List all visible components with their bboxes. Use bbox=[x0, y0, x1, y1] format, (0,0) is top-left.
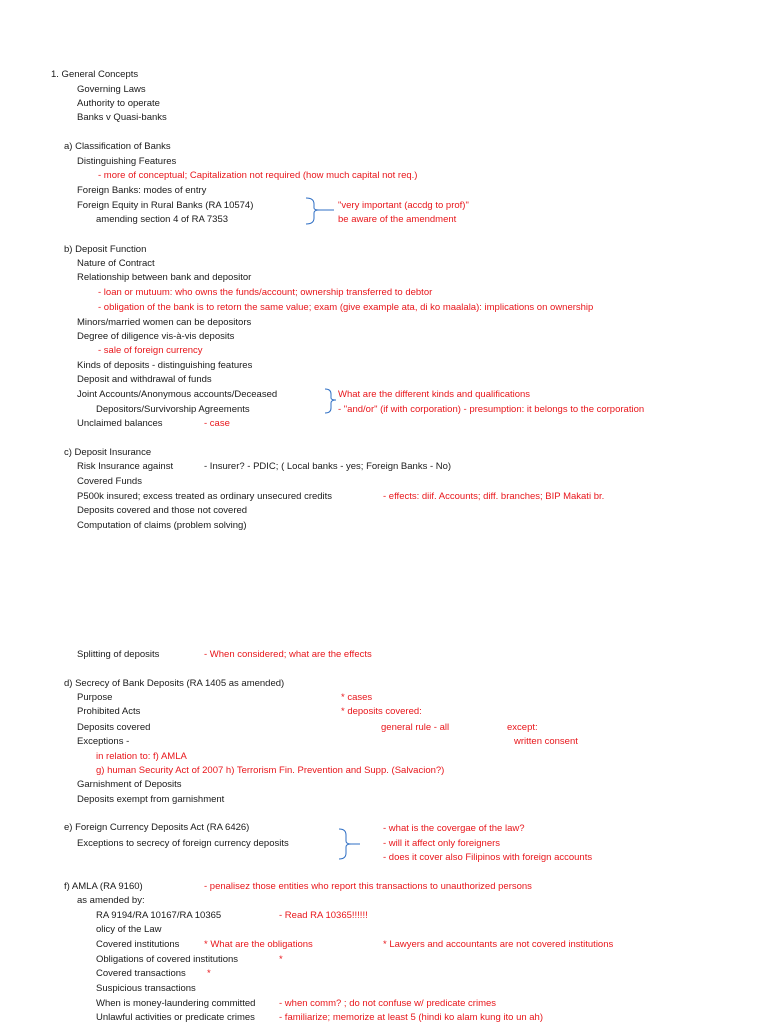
outline-item: Relationship between bank and depositor bbox=[77, 272, 252, 283]
outline-item: Joint Accounts/Anonymous accounts/Deceased bbox=[77, 389, 278, 400]
outline-item: Nature of Contract bbox=[77, 258, 155, 269]
handwritten-note: * cases bbox=[341, 692, 373, 703]
outline-item: Depositors/Survivorship Agreements bbox=[96, 404, 250, 415]
outline-item: Deposits exempt from garnishment bbox=[77, 794, 225, 805]
handwritten-note: - penalisez those entities who report this transactions to unauthorized persons bbox=[204, 881, 532, 892]
outline-item: Splitting of deposits bbox=[77, 649, 160, 660]
outline-item: as amended by: bbox=[77, 895, 145, 906]
handwritten-note: be aware of the amendment bbox=[338, 214, 457, 225]
handwritten-note: written consent bbox=[514, 736, 578, 747]
outline-item: Kinds of deposits - distinguishing features bbox=[77, 360, 253, 371]
section-heading-fcda: e) Foreign Currency Deposits Act (RA 6426) bbox=[64, 822, 250, 833]
brace-icon bbox=[303, 197, 339, 225]
outline-item: Foreign Banks: modes of entry bbox=[77, 185, 207, 196]
outline-item: Deposit and withdrawal of funds bbox=[77, 374, 212, 385]
outline-item: Suspicious transactions bbox=[96, 983, 196, 994]
handwritten-note: * deposits covered: bbox=[341, 706, 422, 717]
outline-item: Covered institutions bbox=[96, 939, 180, 950]
handwritten-note: - sale of foreign currency bbox=[98, 345, 203, 356]
outline-item: olicy of the Law bbox=[96, 924, 162, 935]
outline-item: Deposits covered bbox=[77, 722, 151, 733]
outline-item: Minors/married women can be depositors bbox=[77, 317, 252, 328]
section-heading-deposit-insurance: c) Deposit Insurance bbox=[64, 447, 152, 458]
outline-item: Computation of claims (problem solving) bbox=[77, 520, 247, 531]
handwritten-note: - will it affect only foreigners bbox=[383, 838, 501, 849]
brace-icon bbox=[336, 828, 364, 860]
outline-item: RA 9194/RA 10167/RA 10365 bbox=[96, 910, 222, 921]
outline-item: Governing Laws bbox=[77, 84, 146, 95]
outline-item: Unclaimed balances bbox=[77, 418, 163, 429]
outline-item: Foreign Equity in Rural Banks (RA 10574) bbox=[77, 200, 254, 211]
handwritten-note: * bbox=[207, 968, 211, 979]
outline-item: Obligations of covered institutions bbox=[96, 954, 239, 965]
handwritten-note: general rule - all bbox=[381, 722, 450, 733]
handwritten-note: - when comm? ; do not confuse w/ predicate crimes bbox=[279, 998, 497, 1009]
handwritten-note: except: bbox=[507, 722, 538, 733]
outline-item: Exceptions to secrecy of foreign currency deposits bbox=[77, 838, 289, 849]
outline-item: Covered transactions bbox=[96, 968, 186, 979]
outline-item: Exceptions - bbox=[77, 736, 130, 747]
outline-item: Risk Insurance against bbox=[77, 461, 174, 472]
handwritten-note: * Lawyers and accountants are not covered institutions bbox=[383, 939, 614, 950]
handwritten-note: in relation to: f) AMLA bbox=[96, 751, 187, 762]
handwritten-note: - loan or mutuum: who owns the funds/account; ownership transferred to debtor bbox=[98, 287, 433, 298]
outline-item: Degree of diligence vis-à-vis deposits bbox=[77, 331, 235, 342]
handwritten-note: g) human Security Act of 2007 h) Terrorism Fin. Prevention and Supp. (Salvacion?) bbox=[96, 765, 445, 776]
handwritten-note: * What are the obligations bbox=[204, 939, 313, 950]
handwritten-note: - more of conceptual; Capitalization not required (how much capital not req.) bbox=[98, 170, 418, 181]
handwritten-note: - familiarize; memorize at least 5 (hindi ko alam kung ito un ah) bbox=[279, 1012, 544, 1023]
section-heading-deposit-function: b) Deposit Function bbox=[64, 244, 147, 255]
outline-item: Authority to operate bbox=[77, 98, 160, 109]
outline-item: When is money-laundering committed bbox=[96, 998, 256, 1009]
handwritten-note: - effects: diif. Accounts; diff. branches; BIP Makati br. bbox=[383, 491, 605, 502]
handwritten-note: - what is the covergae of the law? bbox=[383, 823, 525, 834]
outline-item: Distinguishing Features bbox=[77, 156, 177, 167]
handwritten-note: - Read RA 10365!!!!!! bbox=[279, 910, 368, 921]
outline-item: amending section 4 of RA 7353 bbox=[96, 214, 229, 225]
handwritten-note: - "and/or" (if with corporation) - presumption: it belongs to the corporation bbox=[338, 404, 645, 415]
outline-item: Garnishment of Deposits bbox=[77, 779, 182, 790]
handwritten-note: - When considered; what are the effects bbox=[204, 649, 372, 660]
outline-item: Purpose bbox=[77, 692, 113, 703]
outline-item: Banks v Quasi-banks bbox=[77, 112, 167, 123]
outline-note: - Insurer? - PDIC; ( Local banks - yes; Foreign Banks - No) bbox=[204, 461, 452, 472]
handwritten-note: "very important (accdg to prof)" bbox=[338, 200, 469, 211]
handwritten-note: What are the different kinds and qualifications bbox=[338, 389, 531, 400]
outline-item: Unlawful activities or predicate crimes bbox=[96, 1012, 255, 1023]
handwritten-note: - does it cover also Filipinos with foreign accounts bbox=[383, 852, 593, 863]
section-heading-classification: a) Classification of Banks bbox=[64, 141, 171, 152]
outline-item: Prohibited Acts bbox=[77, 706, 141, 717]
section-heading-general: 1. General Concepts bbox=[51, 69, 139, 80]
outline-item: Covered Funds bbox=[77, 476, 142, 487]
section-heading-secrecy: d) Secrecy of Bank Deposits (RA 1405 as amended) bbox=[64, 678, 285, 689]
section-heading-amla: f) AMLA (RA 9160) bbox=[64, 881, 143, 892]
handwritten-note: - case bbox=[204, 418, 230, 429]
outline-item: Deposits covered and those not covered bbox=[77, 505, 248, 516]
handwritten-note: * bbox=[279, 954, 283, 965]
outline-item: P500k insured; excess treated as ordinary unsecured credits bbox=[77, 491, 333, 502]
handwritten-note: - obligation of the bank is to retorn the same value; exam (give example ata, di ko maalala): implications on ownership bbox=[98, 302, 594, 313]
